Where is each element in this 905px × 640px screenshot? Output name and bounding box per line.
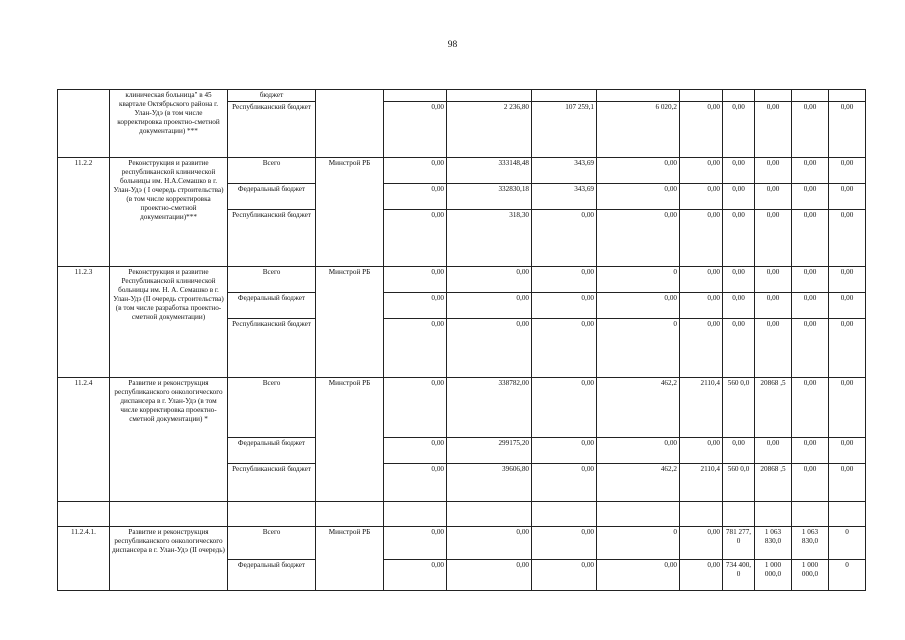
- value-cell: [597, 90, 680, 102]
- funding-source-cell: Всего: [228, 527, 316, 560]
- value-cell: 0,00: [680, 102, 723, 158]
- value-cell: 6 020,2: [597, 102, 680, 158]
- value-cell: 0,00: [723, 158, 755, 184]
- value-cell: [829, 90, 866, 102]
- value-cell: 343,69: [532, 184, 597, 210]
- funding-source-cell: Всего: [228, 378, 316, 438]
- empty-cell: [680, 502, 723, 527]
- executor-cell: Минстрой РБ: [316, 527, 384, 591]
- executor-cell: Минстрой РБ: [316, 378, 384, 502]
- value-cell: 0,00: [384, 293, 447, 319]
- value-cell: 0,00: [723, 102, 755, 158]
- value-cell: 0,00: [597, 560, 680, 591]
- value-cell: 0,00: [447, 319, 532, 378]
- value-cell: 20868 ,5: [755, 378, 792, 438]
- value-cell: 781 277, 0: [723, 527, 755, 560]
- value-cell: 0,00: [532, 319, 597, 378]
- value-cell: 0,00: [792, 464, 829, 502]
- value-cell: [723, 90, 755, 102]
- value-cell: 0,00: [755, 319, 792, 378]
- page-number: 98: [447, 40, 458, 50]
- row-code-cell: 11.2.4: [58, 378, 110, 502]
- value-cell: 0,00: [447, 560, 532, 591]
- funding-source-cell: Федеральный бюджет: [228, 560, 316, 591]
- value-cell: 0,00: [829, 267, 866, 293]
- value-cell: 0,00: [829, 438, 866, 464]
- value-cell: 0,00: [680, 267, 723, 293]
- value-cell: 0,00: [447, 527, 532, 560]
- value-cell: 0,00: [532, 378, 597, 438]
- value-cell: 0,00: [532, 438, 597, 464]
- value-cell: 1 000 000,0: [755, 560, 792, 591]
- value-cell: 0,00: [723, 438, 755, 464]
- value-cell: 0,00: [532, 210, 597, 267]
- value-cell: 0,00: [532, 560, 597, 591]
- value-cell: 0,00: [680, 319, 723, 378]
- table-row: [58, 378, 866, 438]
- value-cell: 0: [597, 319, 680, 378]
- value-cell: 0,00: [447, 267, 532, 293]
- value-cell: 0,00: [792, 293, 829, 319]
- value-cell: 0,00: [680, 560, 723, 591]
- value-cell: 0,00: [792, 102, 829, 158]
- funding-source-cell: Республиканский бюджет: [228, 210, 316, 267]
- value-cell: 0,00: [384, 267, 447, 293]
- value-cell: 0,00: [792, 438, 829, 464]
- value-cell: 0: [597, 527, 680, 560]
- value-cell: 0,00: [755, 438, 792, 464]
- value-cell: 0,00: [680, 184, 723, 210]
- row-name-cell: Реконструкция и развитие Республиканской клинической больницы им. Н. А. Семашко в г. Улан-Удэ (II очередь строительства) (в том числе разработка проектно-сметной документации): [110, 267, 228, 378]
- value-cell: 343,69: [532, 158, 597, 184]
- value-cell: 0,00: [829, 319, 866, 378]
- value-cell: 0,00: [384, 378, 447, 438]
- value-cell: 0,00: [384, 319, 447, 378]
- value-cell: 0,00: [792, 184, 829, 210]
- value-cell: 338782,00: [447, 378, 532, 438]
- value-cell: 734 400, 0: [723, 560, 755, 591]
- value-cell: 462,2: [597, 464, 680, 502]
- value-cell: 0: [829, 527, 866, 560]
- empty-cell: [755, 502, 792, 527]
- empty-cell: [228, 502, 316, 527]
- empty-cell: [384, 502, 447, 527]
- value-cell: 0,00: [829, 378, 866, 438]
- value-cell: 0: [597, 267, 680, 293]
- value-cell: 20868 ,5: [755, 464, 792, 502]
- empty-cell: [316, 502, 384, 527]
- funding-source-cell: Всего: [228, 158, 316, 184]
- funding-source-cell: Республиканский бюджет: [228, 319, 316, 378]
- value-cell: 0,00: [384, 464, 447, 502]
- value-cell: 0,00: [532, 293, 597, 319]
- value-cell: 0,00: [680, 158, 723, 184]
- value-cell: 0,00: [755, 267, 792, 293]
- table-row: [58, 158, 866, 184]
- value-cell: 0,00: [532, 464, 597, 502]
- value-cell: 0,00: [597, 293, 680, 319]
- value-cell: 0,00: [384, 560, 447, 591]
- executor-cell: Минстрой РБ: [316, 267, 384, 378]
- value-cell: 0,00: [829, 210, 866, 267]
- value-cell: 0: [829, 560, 866, 591]
- value-cell: 462,2: [597, 378, 680, 438]
- value-cell: 0,00: [755, 210, 792, 267]
- value-cell: 0,00: [829, 464, 866, 502]
- value-cell: 0,00: [597, 184, 680, 210]
- funding-source-cell: Всего: [228, 267, 316, 293]
- value-cell: 0,00: [384, 210, 447, 267]
- executor-cell: Минстрой РБ: [316, 158, 384, 267]
- row-name-cell: Развитие и реконструкция республиканского онкологического диспансера в г. Улан-Удэ (II очередь): [110, 527, 228, 591]
- value-cell: 2110,4: [680, 464, 723, 502]
- value-cell: 0,00: [723, 210, 755, 267]
- empty-cell: [58, 502, 110, 527]
- value-cell: 0,00: [792, 158, 829, 184]
- value-cell: 0,00: [723, 293, 755, 319]
- row-code-cell: [58, 90, 110, 158]
- value-cell: 332830,18: [447, 184, 532, 210]
- value-cell: [680, 90, 723, 102]
- value-cell: 0,00: [384, 438, 447, 464]
- value-cell: 0,00: [532, 267, 597, 293]
- value-cell: 333148,48: [447, 158, 532, 184]
- empty-cell: [110, 502, 228, 527]
- empty-cell: [597, 502, 680, 527]
- table-gap-row: [58, 502, 866, 527]
- row-code-cell: 11.2.3: [58, 267, 110, 378]
- value-cell: 0,00: [680, 293, 723, 319]
- value-cell: 0,00: [792, 378, 829, 438]
- table-row: [58, 527, 866, 560]
- value-cell: [532, 90, 597, 102]
- empty-cell: [792, 502, 829, 527]
- table-row: [58, 267, 866, 293]
- row-code-cell: 11.2.4.1.: [58, 527, 110, 591]
- value-cell: 0,00: [829, 184, 866, 210]
- row-code-cell: 11.2.2: [58, 158, 110, 267]
- value-cell: 0,00: [680, 210, 723, 267]
- value-cell: 2 236,80: [447, 102, 532, 158]
- value-cell: 2110,4: [680, 378, 723, 438]
- executor-cell: [316, 90, 384, 158]
- value-cell: 107 259,1: [532, 102, 597, 158]
- value-cell: 0,00: [829, 158, 866, 184]
- value-cell: 0,00: [755, 184, 792, 210]
- value-cell: 0,00: [829, 293, 866, 319]
- funding-source-cell: бюджет: [228, 90, 316, 102]
- empty-cell: [447, 502, 532, 527]
- value-cell: 0,00: [597, 210, 680, 267]
- row-name-cell: Реконструкция и развитие республиканской клинической больницы им. Н.А.Семашко в г. Улан-Удэ ( I очередь строительства)(в том числе корректировка проектно-сметной документации)***: [110, 158, 228, 267]
- value-cell: 560 0,0: [723, 378, 755, 438]
- value-cell: 0,00: [723, 319, 755, 378]
- value-cell: 0,00: [680, 438, 723, 464]
- funding-source-cell: Федеральный бюджет: [228, 184, 316, 210]
- value-cell: 0,00: [532, 527, 597, 560]
- value-cell: 318,30: [447, 210, 532, 267]
- value-cell: 0,00: [792, 319, 829, 378]
- value-cell: 0,00: [755, 293, 792, 319]
- value-cell: [755, 90, 792, 102]
- value-cell: 0,00: [447, 293, 532, 319]
- empty-cell: [829, 502, 866, 527]
- funding-source-cell: Республиканский бюджет: [228, 464, 316, 502]
- row-name-cell: Развитие и реконструкция республиканского онкологического диспансера в г. Улан-Удэ (в том числе корректировка проектно-сметной документации) *: [110, 378, 228, 502]
- value-cell: 0,00: [829, 102, 866, 158]
- funding-source-cell: Республиканский бюджет: [228, 102, 316, 158]
- empty-cell: [723, 502, 755, 527]
- budget-table: [57, 89, 866, 591]
- value-cell: 560 0,0: [723, 464, 755, 502]
- value-cell: 0,00: [384, 184, 447, 210]
- value-cell: 0,00: [755, 158, 792, 184]
- value-cell: 0,00: [723, 184, 755, 210]
- value-cell: 0,00: [755, 102, 792, 158]
- value-cell: [792, 90, 829, 102]
- value-cell: 0,00: [792, 267, 829, 293]
- value-cell: 1 063 830,0: [792, 527, 829, 560]
- empty-cell: [532, 502, 597, 527]
- value-cell: 299175,20: [447, 438, 532, 464]
- value-cell: 0,00: [384, 102, 447, 158]
- value-cell: 0,00: [597, 158, 680, 184]
- value-cell: 0,00: [597, 438, 680, 464]
- funding-source-cell: Федеральный бюджет: [228, 293, 316, 319]
- value-cell: [384, 90, 447, 102]
- row-name-cell: клиническая больница" в 45 квартале Октябрьского района г. Улан-Удэ (в том числе корректировка проектно-сметной документации) ***: [110, 90, 228, 158]
- value-cell: 39606,80: [447, 464, 532, 502]
- value-cell: 1 000 000,0: [792, 560, 829, 591]
- funding-source-cell: Федеральный бюджет: [228, 438, 316, 464]
- value-cell: 0,00: [792, 210, 829, 267]
- value-cell: 1 063 830,0: [755, 527, 792, 560]
- value-cell: 0,00: [384, 527, 447, 560]
- value-cell: 0,00: [384, 158, 447, 184]
- value-cell: [447, 90, 532, 102]
- table-row: [58, 90, 866, 102]
- value-cell: 0,00: [723, 267, 755, 293]
- value-cell: 0,00: [680, 527, 723, 560]
